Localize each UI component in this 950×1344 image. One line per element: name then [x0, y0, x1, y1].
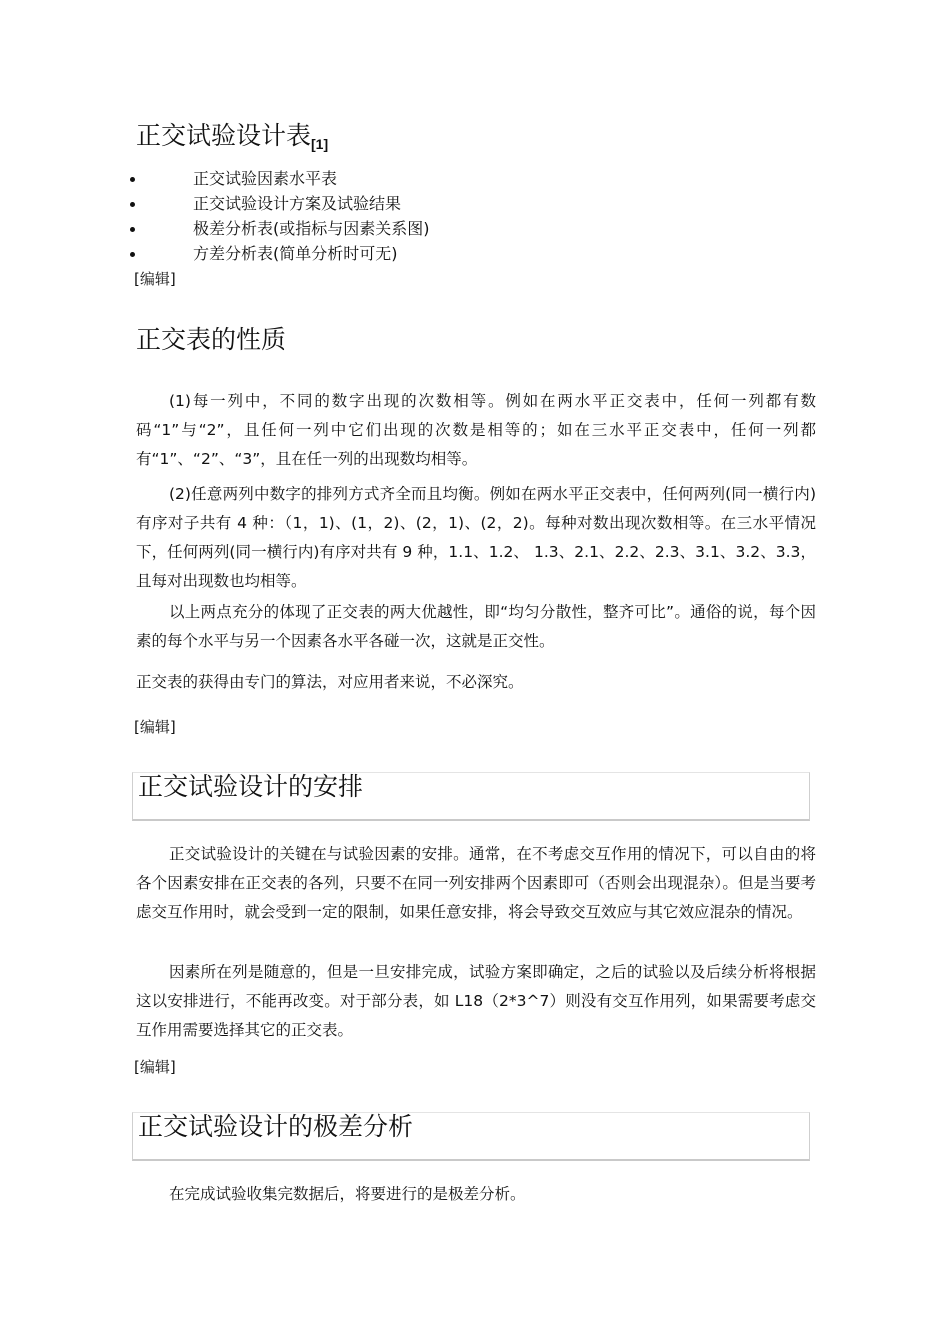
paragraph: 以上两点充分的体现了正交表的两大优越性，即“均匀分散性，整齐可比”。通俗的说，每个因素的每个水平与另一个因素各水平各碰一次，这就是正交性。 [136, 603, 816, 650]
section-title-design-table [136, 116, 328, 152]
list-item-text: 方差分析表(简单分析时可无) [193, 244, 398, 263]
paragraph: 正交表的获得由专门的算法，对应用者来说，不必深究。 [136, 673, 524, 691]
paragraph: (2)任意两列中数字的排列方式齐全而且均衡。例如在两水平正交表中，任何两列(同一横行内)有序对子共有 4 种：（1，1)、(1，2)、(2，1)、(2，2)。每种对数出现次数相等。在三水平情况下，任何两列(同一横行内)有序对共有 9 种，1.1、1.2、 1.3、2.1、2.2、2.3、3.1、3.2、3.3，且每对出现数也均相等。 [136, 485, 816, 590]
section-title-properties: 正交表的性质 [136, 325, 287, 354]
edit-link[interactable]: [编辑] [134, 270, 176, 288]
paragraph: 正交试验设计的关键在与试验因素的安排。通常，在不考虑交互作用的情况下，可以自由的将各个因素安排在正交表的各列，只要不在同一列安排两个因素即可（否则会出现混杂）。但是当要考虑交互作用时，就会受到一定的限制，如果任意安排，将会导致交互效应与其它效应混杂的情况。 [136, 845, 816, 921]
bullet-icon [130, 252, 135, 257]
bullet-icon [130, 202, 135, 207]
list-item-text: 正交试验设计方案及试验结果 [193, 194, 402, 213]
list-item-text: 正交试验因素水平表 [193, 169, 338, 188]
list-item [130, 166, 630, 191]
paragraph: 在完成试验收集完数据后，将要进行的是极差分析。 [169, 1185, 526, 1203]
bullet-icon [130, 177, 135, 182]
section-header-box [132, 1112, 810, 1161]
bullet-icon [130, 227, 135, 232]
section-title-range-analysis: 正交试验设计的极差分析 [138, 1112, 414, 1141]
list-item [130, 191, 630, 216]
list-item-text: 极差分析表(或指标与因素关系图) [193, 219, 430, 238]
reference-link[interactable]: [1] [311, 136, 329, 152]
list-item [130, 241, 630, 266]
section-title-text: 正交试验设计表 [136, 121, 312, 150]
design-table-list [130, 166, 630, 266]
paragraph: (1)每一列中，不同的数字出现的次数相等。例如在两水平正交表中，任何一列都有数码“1”与“2”，且任何一列中它们出现的次数是相等的；如在三水平正交表中，任何一列都有“1”、“2”、“3”，且在任一列的出现数均相等。 [136, 392, 816, 468]
list-item [130, 216, 630, 241]
section-title-arrangement: 正交试验设计的安排 [138, 772, 364, 801]
paragraph: 因素所在列是随意的，但是一旦安排完成，试验方案即确定，之后的试验以及后续分析将根据这以安排进行，不能再改变。对于部分表，如 L18（2*3^7）则没有交互作用列，如果需要考虑交互作用需要选择其它的正交表。 [136, 963, 816, 1039]
section-header-box [132, 772, 810, 821]
edit-link[interactable]: [编辑] [134, 718, 176, 736]
edit-link[interactable]: [编辑] [134, 1058, 176, 1076]
